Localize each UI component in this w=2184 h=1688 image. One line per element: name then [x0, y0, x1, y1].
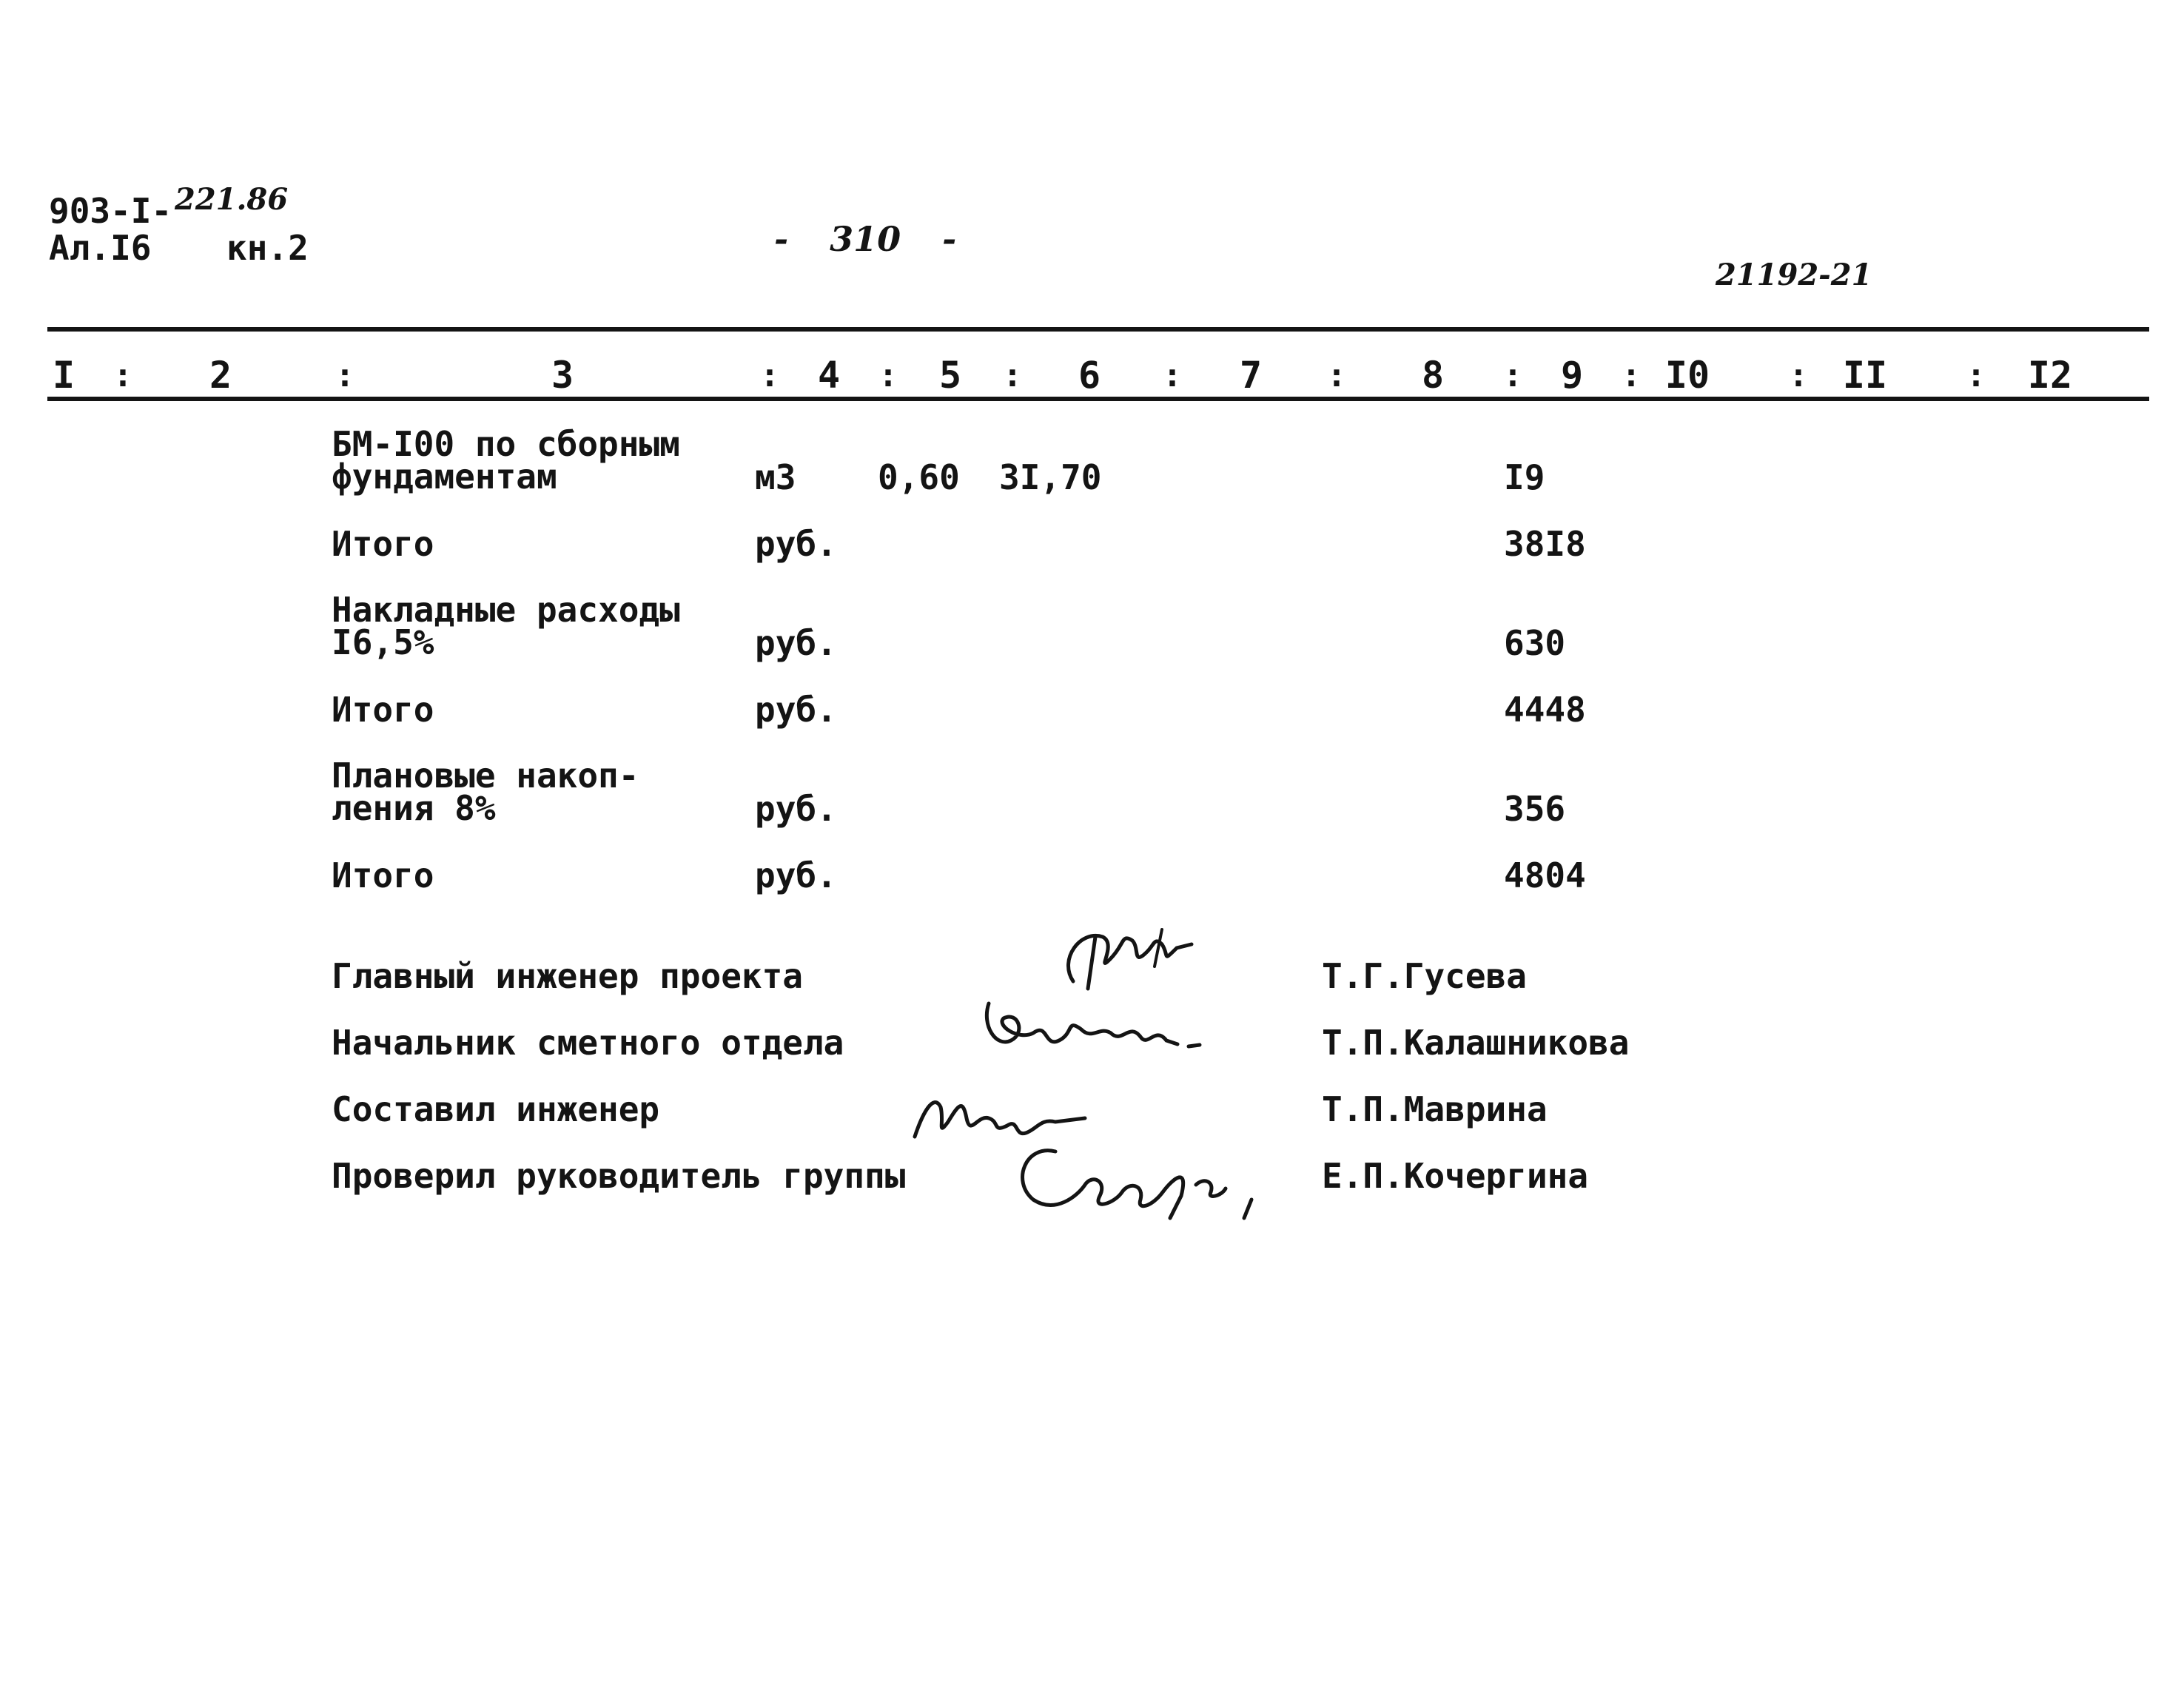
row-3-total: 630 — [1504, 623, 1566, 663]
row-1-unit: м3 — [755, 457, 796, 497]
signature-role-4: Проверил руководитель группы — [332, 1156, 906, 1196]
signature-name-4: Е.П.Кочергина — [1322, 1156, 1589, 1196]
row-3-name-line-2: I6,5% — [332, 622, 434, 662]
row-1-total: I9 — [1504, 457, 1545, 497]
column-number-12: I2 — [2027, 354, 2073, 397]
signature-name-1: Т.Г.Гусева — [1322, 956, 1527, 996]
row-1-name-line-2: фундаментам — [332, 457, 557, 497]
row-6-unit: руб. — [755, 855, 837, 895]
signature-name-2: Т.П.Калашникова — [1322, 1023, 1630, 1063]
column-separator: : — [112, 357, 133, 394]
row-2-total: 38I8 — [1504, 524, 1586, 564]
row-5-name-line-2: ления 8% — [332, 788, 496, 828]
row-1-price: 3I,70 — [999, 457, 1102, 497]
book-number: кн.2 — [226, 228, 309, 268]
column-number-11: II — [1842, 354, 1888, 397]
column-number-5: 5 — [938, 354, 962, 397]
column-separator: : — [878, 357, 898, 394]
column-number-10: I0 — [1664, 354, 1710, 397]
column-number-7: 7 — [1239, 354, 1263, 397]
column-number-6: 6 — [1078, 354, 1101, 397]
row-1-name-line-1: БМ-I00 по сборным — [332, 424, 680, 464]
row-4-name: Итого — [332, 690, 434, 730]
signature-role-3: Составил инженер — [332, 1089, 660, 1129]
column-separator: : — [1502, 357, 1523, 394]
column-separator: : — [1788, 357, 1809, 394]
row-5-name — [332, 756, 639, 828]
row-3-name-line-1: Накладные расходы — [332, 590, 680, 630]
signature-name-3: Т.П.Маврина — [1322, 1089, 1548, 1129]
column-number-9: 9 — [1560, 354, 1584, 397]
column-number-3: 3 — [551, 354, 574, 397]
column-separator: : — [1002, 357, 1023, 394]
column-number-4: 4 — [817, 354, 841, 397]
inventory-number: 21192-21 — [1716, 258, 1872, 292]
row-4-total: 4448 — [1504, 690, 1586, 730]
row-1-quantity: 0,60 — [878, 457, 960, 497]
column-number-8: 8 — [1421, 354, 1445, 397]
row-5-name-line-1: Плановые накоп- — [332, 756, 639, 796]
top-rule — [47, 327, 2149, 332]
row-5-total: 356 — [1504, 789, 1566, 829]
row-4-unit: руб. — [755, 690, 837, 730]
signature-role-1: Главный инженер проекта — [332, 956, 803, 996]
handwritten-signature-2 — [974, 989, 1211, 1070]
column-separator: : — [1326, 357, 1347, 394]
column-number-2: 2 — [209, 354, 232, 397]
row-2-unit: руб. — [755, 524, 837, 564]
header-bottom-rule — [47, 397, 2149, 401]
doc-code-printed: 903-I- — [49, 191, 172, 231]
row-3-unit: руб. — [755, 623, 837, 663]
doc-code-handwritten: 221.86 — [175, 182, 289, 217]
row-6-total: 4804 — [1504, 855, 1586, 895]
column-separator: : — [759, 357, 780, 394]
handwritten-signature-4 — [1004, 1129, 1300, 1225]
row-3-name — [332, 590, 680, 662]
signature-role-2: Начальник сметного отдела — [332, 1023, 844, 1063]
column-separator: : — [1162, 357, 1183, 394]
row-5-unit: руб. — [755, 789, 837, 829]
column-number-1: I — [52, 354, 75, 397]
row-1-name — [332, 424, 680, 497]
page-number: - 310 - — [774, 219, 957, 259]
column-separator: : — [1966, 357, 1986, 394]
row-6-name: Итого — [332, 855, 434, 895]
row-2-name: Итого — [332, 524, 434, 564]
album-number: Ал.I6 — [49, 228, 152, 268]
column-separator: : — [1621, 357, 1642, 394]
column-separator: : — [335, 357, 355, 394]
